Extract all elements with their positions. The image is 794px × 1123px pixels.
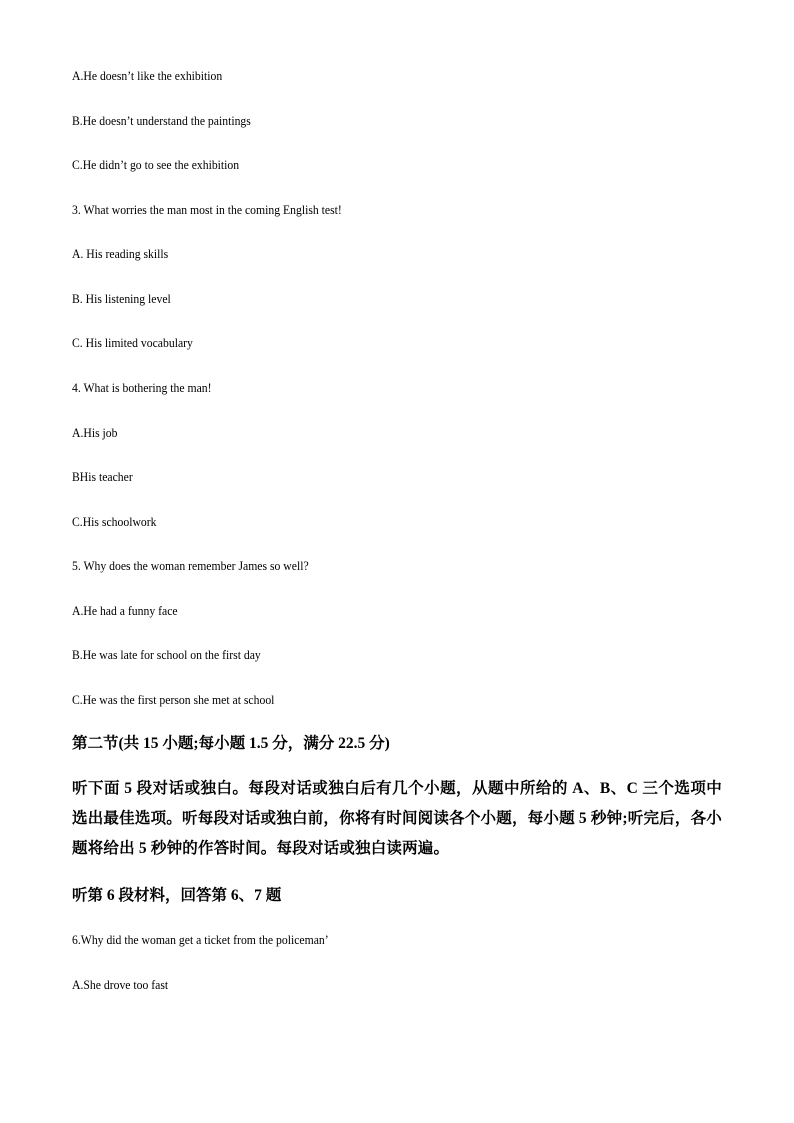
q5-option-c: C.He was the first person she met at school — [72, 692, 275, 707]
q5-question: 5. Why does the woman remember James so well? — [72, 558, 309, 573]
q5-option-b: B.He was late for school on the first day — [72, 647, 261, 662]
q3-question: 3. What worries the man most in the coming English test! — [72, 202, 342, 217]
q3-option-c: C. His limited vocabulary — [72, 335, 193, 350]
q4-option-a: A.His job — [72, 425, 118, 440]
q3-option-a: A. His reading skills — [72, 246, 169, 261]
section-heading: 第二节(共 15 小题;每小题 1.5 分，满分 22.5 分) — [72, 735, 390, 752]
q3-option-b: B. His listening level — [72, 291, 171, 306]
q2-option-c: C.He didn’t go to see the exhibition — [72, 157, 240, 172]
material-prompt: 听第 6 段材料，回答第 6、7 题 — [72, 887, 282, 904]
q4-question: 4. What is bothering the man! — [72, 380, 212, 395]
q4-option-b: BHis teacher — [72, 469, 133, 484]
q6-question: 6.Why did the woman get a ticket from the policeman’ — [72, 932, 329, 947]
q6-option-a: A.She drove too fast — [72, 977, 169, 992]
q2-option-a: A.He doesn’t like the exhibition — [72, 68, 223, 83]
section-instructions: 听下面 5 段对话或独白。每段对话或独白后有几个小题，从题中所给的 A、B、C 三个选项中选出最佳选项。听每段对话或独白前，你将有时间阅读各个小题，每小题 5 秒钟;听完后，各小题将给出 5 秒钟的作答时间。每段对话或独白读两遍。 — [72, 780, 722, 857]
q5-option-a: A.He had a funny face — [72, 603, 178, 618]
q4-option-c: C.His schoolwork — [72, 514, 157, 529]
q2-option-b: B.He doesn’t understand the paintings — [72, 113, 251, 128]
